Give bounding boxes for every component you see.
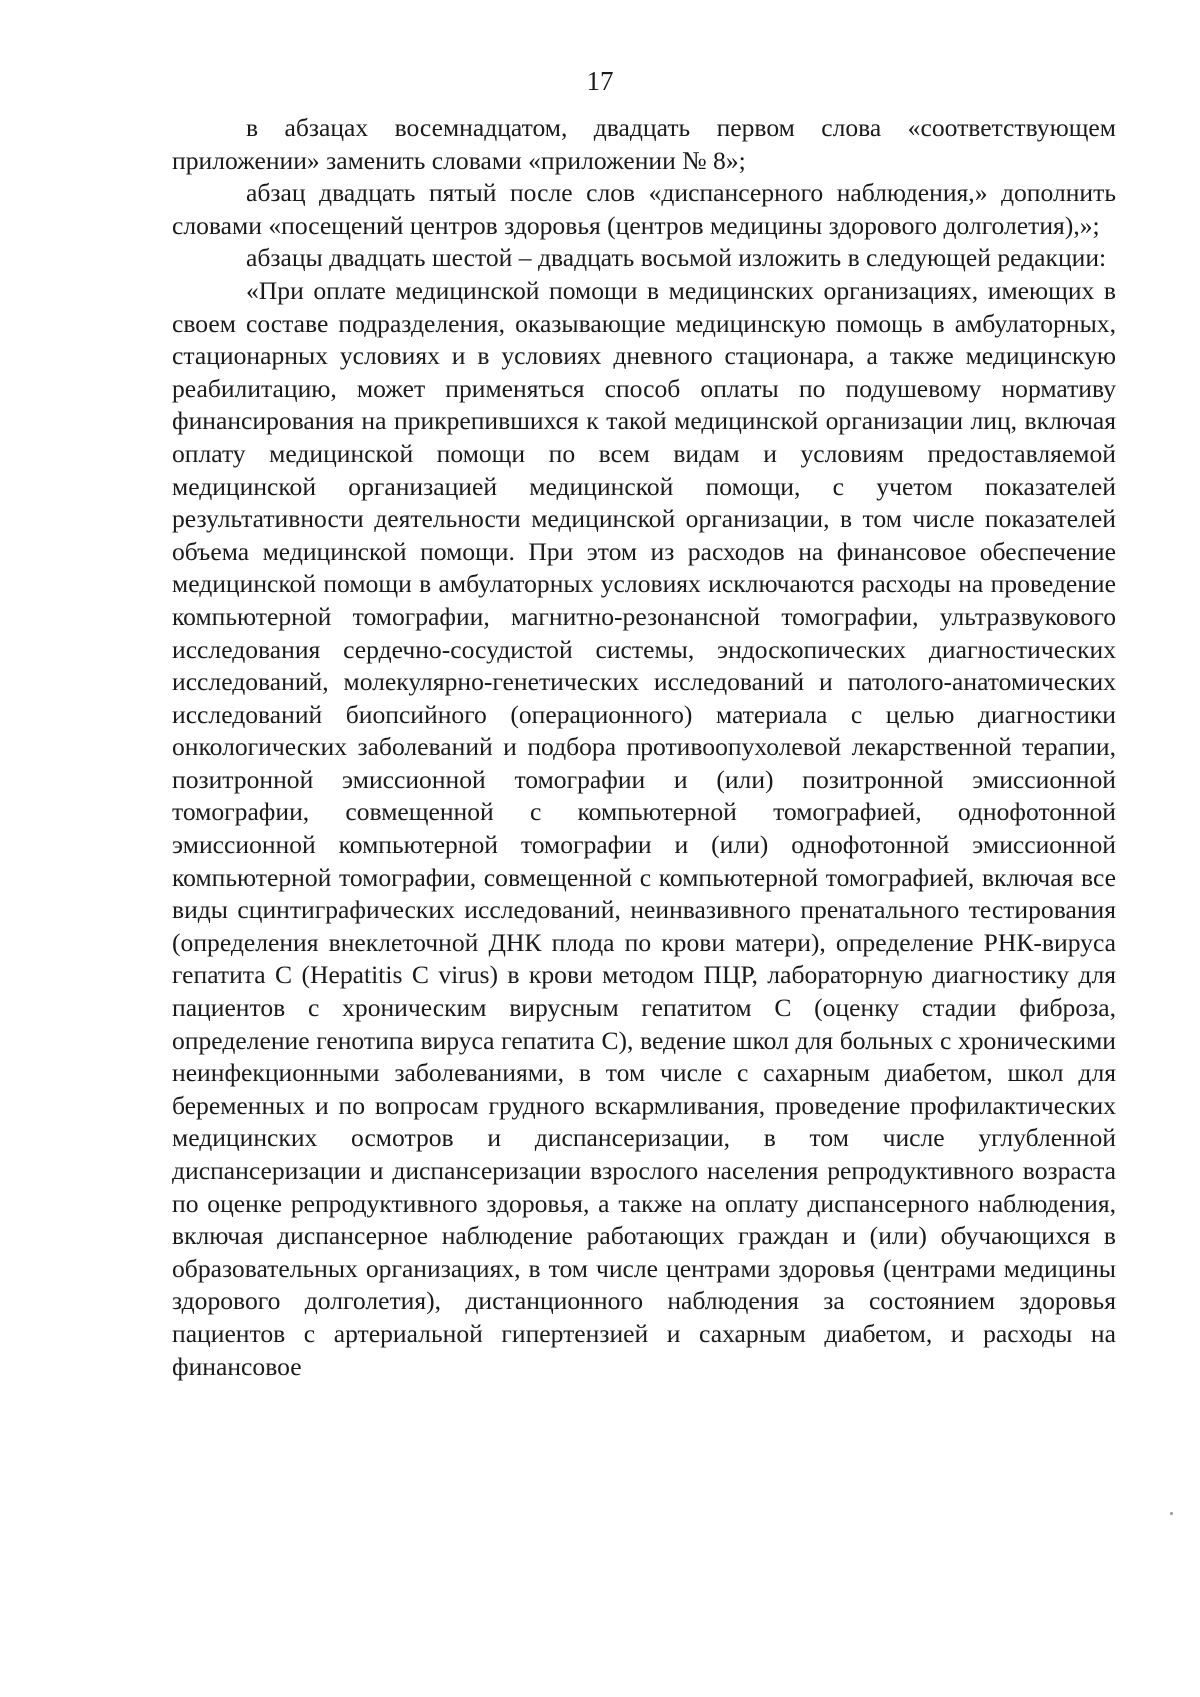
- page-number: 17: [586, 66, 614, 96]
- paragraph-3: абзацы двадцать шестой – двадцать восьмой изложить в следующей редакции:: [246, 243, 1107, 273]
- document-body: [172, 112, 1116, 1383]
- scan-speck: [1170, 1512, 1173, 1515]
- paragraph-2: абзац двадцать пятый после слов «диспансерного наблюдения,» дополнить словами «посещений центров здоровья (центров медицины здорового долголетия),»;: [172, 178, 1116, 240]
- paragraph-4: «При оплате медицинской помощи в медицинских организациях, имеющих в своем составе подразделения, оказывающие медицинскую помощь в амбулаторных, стационарных условиях и в условиях дневного стационара, а также медицинскую реабилитацию, может применяться способ оплаты по подушевому нормативу финансирования на прикрепившихся к такой медицинской организации лиц, включая оплату медицинской помощи по всем видам и условиям предоставляемой медицинской организацией медицинской помощи, с учетом показателей результативности деятельности медицинской организации, в том числе показателей объема медицинской помощи. При этом из расходов на финансовое обеспечение медицинской помощи в амбулаторных условиях исключаются расходы на проведение компьютерной томографии, магнитно-резонансной томографии, ультразвукового исследования сердечно-сосудистой системы, эндоскопических диагностических исследований, молекулярно-генетических исследований и патолого-анатомических исследований биопсийного (операционного) материала с целью диагностики онкологических заболеваний и подбора противоопухолевой лекарственной терапии, позитронной эмиссионной томографии и (или) позитронной эмиссионной томографии, совмещенной с компьютерной томографией, однофотонной эмиссионной компьютерной томографии и (или) однофотонной эмиссионной компьютерной томографии, совмещенной с компьютерной томографией, включая все виды сцинтиграфических исследований, неинвазивного пренатального тестирования (определения внеклеточной ДНК плода по крови матери), определение РНК-вируса гепатита С (Hepatitis С virus) в крови методом ПЦР, лабораторную диагностику для пациентов с хроническим вирусным гепатитом С (оценку стадии фиброза, определение генотипа вируса гепатита С), ведение школ для больных с хроническими неинфекционными заболеваниями, в том числе с сахарным диабетом, школ для беременных и по вопросам грудного вскармливания, проведение профилактических медицинских осмотров и диспансеризации, в том числе углубленной диспансеризации и диспансеризации взрослого населения репродуктивного возраста по оценке репродуктивного здоровья, а также на оплату диспансерного наблюдения, включая диспансерное наблюдение работающих граждан и (или) обучающихся в образовательных организациях, в том числе центрами здоровья (центрами медицины здорового долголетия), дистанционного наблюдения за состоянием здоровья пациентов с артериальной гипертензией и сахарным диабетом, и расходы на финансовое: [172, 275, 1116, 1381]
- paragraph-1: в абзацах восемнадцатом, двадцать первом слова «соответствующем приложении» заменить словами «приложении № 8»;: [172, 113, 1116, 175]
